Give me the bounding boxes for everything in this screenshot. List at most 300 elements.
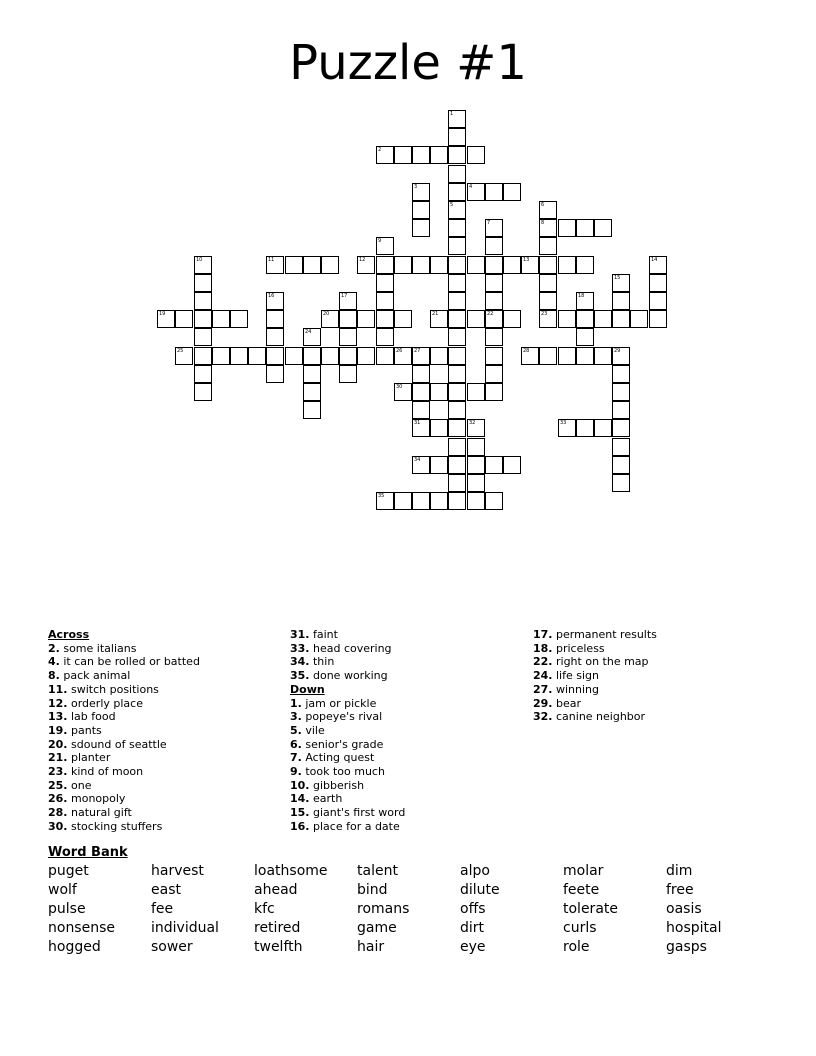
- grid-cell[interactable]: [339, 347, 357, 365]
- grid-cell[interactable]: [594, 419, 612, 437]
- grid-cell[interactable]: [448, 128, 466, 146]
- down-clue: [533, 628, 763, 642]
- clue-text: pants: [67, 723, 102, 737]
- grid-cell[interactable]: [212, 310, 230, 328]
- cell-number: 12: [359, 257, 366, 263]
- cell-number: 31: [414, 420, 421, 426]
- grid-cell[interactable]: [448, 328, 466, 346]
- across-clue: [48, 710, 278, 724]
- grid-cell[interactable]: [485, 256, 503, 274]
- word-bank-word: molar: [563, 863, 604, 879]
- grid-cell[interactable]: [612, 292, 630, 310]
- cell-number: 24: [305, 329, 312, 335]
- cell-number: 21: [432, 311, 439, 317]
- grid-cell[interactable]: [467, 438, 485, 456]
- down-clue: [290, 820, 520, 834]
- grid-cell[interactable]: [503, 183, 521, 201]
- grid-cell[interactable]: [248, 347, 266, 365]
- grid-cell[interactable]: [503, 256, 521, 274]
- grid-cell[interactable]: [412, 401, 430, 419]
- grid-cell[interactable]: [649, 292, 667, 310]
- word-bank-word: dilute: [460, 882, 500, 898]
- grid-cell[interactable]: [485, 328, 503, 346]
- grid-cell[interactable]: [394, 146, 412, 164]
- grid-cell[interactable]: [612, 456, 630, 474]
- grid-cell[interactable]: [303, 401, 321, 419]
- clue-number: 18.: [533, 641, 553, 655]
- cell-number: 7: [487, 220, 491, 226]
- across-clue: [48, 751, 278, 765]
- clue-text: pack animal: [59, 669, 131, 683]
- clue-text: winning: [552, 682, 600, 696]
- word-bank-word: sower: [151, 939, 193, 955]
- grid-cell[interactable]: [194, 347, 212, 365]
- grid-cell[interactable]: [412, 492, 430, 510]
- clue-column-2: [290, 628, 520, 834]
- grid-cell[interactable]: [230, 310, 248, 328]
- grid-cell[interactable]: [485, 383, 503, 401]
- across-clue: [48, 669, 278, 683]
- across-clue: [48, 779, 278, 793]
- grid-cell[interactable]: [266, 365, 284, 383]
- across-clue: [48, 683, 278, 697]
- grid-cell[interactable]: [448, 146, 466, 164]
- word-bank-row: [48, 919, 768, 938]
- clue-column-1: [48, 628, 278, 834]
- grid-cell[interactable]: [448, 401, 466, 419]
- word-bank-word: curls: [563, 920, 597, 936]
- clue-text: orderly place: [67, 696, 143, 710]
- clue-column-3: [533, 628, 763, 724]
- grid-cell[interactable]: [448, 183, 466, 201]
- grid-cell[interactable]: [576, 328, 594, 346]
- grid-cell[interactable]: [467, 474, 485, 492]
- grid-cell[interactable]: [521, 256, 539, 274]
- down-clue: [290, 792, 520, 806]
- grid-cell[interactable]: [339, 292, 357, 310]
- grid-cell[interactable]: [612, 274, 630, 292]
- word-bank-word: loathsome: [254, 863, 328, 879]
- grid-cell[interactable]: [303, 383, 321, 401]
- grid-cell[interactable]: [321, 256, 339, 274]
- grid-cell[interactable]: [394, 347, 412, 365]
- grid-cell[interactable]: [503, 456, 521, 474]
- grid-cell[interactable]: [357, 347, 375, 365]
- grid-cell[interactable]: [412, 419, 430, 437]
- word-bank-word: game: [357, 920, 397, 936]
- clue-text: lab food: [67, 710, 116, 724]
- clue-number: 28.: [48, 806, 68, 820]
- cell-number: 23: [541, 311, 548, 317]
- grid-cell[interactable]: [467, 456, 485, 474]
- grid-cell[interactable]: [558, 256, 576, 274]
- word-bank-word: harvest: [151, 863, 204, 879]
- grid-cell[interactable]: [539, 292, 557, 310]
- word-bank-word: hair: [357, 939, 385, 955]
- cell-number: 17: [341, 293, 348, 299]
- grid-cell[interactable]: [467, 310, 485, 328]
- clue-text: took too much: [301, 765, 385, 779]
- grid-cell[interactable]: [376, 256, 394, 274]
- grid-cell[interactable]: [376, 237, 394, 255]
- word-bank-word: fee: [151, 901, 174, 917]
- across-clue: [48, 655, 278, 669]
- grid-cell[interactable]: [539, 274, 557, 292]
- across-clue: [48, 792, 278, 806]
- word-bank-word: east: [151, 882, 181, 898]
- grid-cell[interactable]: [485, 365, 503, 383]
- cell-number: 29: [614, 348, 621, 354]
- grid-cell[interactable]: [612, 401, 630, 419]
- grid-cell[interactable]: [430, 347, 448, 365]
- word-bank-word: ahead: [254, 882, 298, 898]
- grid-cell[interactable]: [612, 438, 630, 456]
- grid-cell[interactable]: [448, 274, 466, 292]
- down-clue: [290, 697, 520, 711]
- grid-cell[interactable]: [430, 383, 448, 401]
- grid-cell[interactable]: [412, 256, 430, 274]
- grid-cell[interactable]: [448, 383, 466, 401]
- word-bank-word: nonsense: [48, 920, 115, 936]
- grid-cell[interactable]: [649, 310, 667, 328]
- clue-number: 8.: [48, 669, 60, 683]
- down-clue: [290, 751, 520, 765]
- grid-cell[interactable]: [430, 456, 448, 474]
- word-bank-row: [48, 900, 768, 919]
- grid-cell[interactable]: [266, 292, 284, 310]
- grid-cell[interactable]: [339, 310, 357, 328]
- grid-cell[interactable]: [430, 419, 448, 437]
- word-bank-word: feete: [563, 882, 600, 898]
- grid-cell[interactable]: [230, 347, 248, 365]
- grid-cell[interactable]: [539, 237, 557, 255]
- grid-cell[interactable]: [266, 256, 284, 274]
- grid-cell[interactable]: [612, 419, 630, 437]
- grid-cell[interactable]: [594, 347, 612, 365]
- grid-cell[interactable]: [612, 310, 630, 328]
- grid-cell[interactable]: [412, 383, 430, 401]
- down-clue: [290, 806, 520, 820]
- grid-cell[interactable]: [285, 256, 303, 274]
- across-clue: [48, 724, 278, 738]
- grid-cell[interactable]: [576, 419, 594, 437]
- grid-cell[interactable]: [612, 383, 630, 401]
- clue-number: 11.: [48, 682, 68, 696]
- clue-text: place for a date: [309, 819, 400, 833]
- grid-cell[interactable]: [303, 328, 321, 346]
- grid-cell[interactable]: [467, 419, 485, 437]
- grid-cell[interactable]: [412, 146, 430, 164]
- grid-cell[interactable]: [485, 237, 503, 255]
- grid-cell[interactable]: [485, 183, 503, 201]
- grid-cell[interactable]: [594, 219, 612, 237]
- grid-cell[interactable]: [376, 347, 394, 365]
- grid-cell[interactable]: [467, 183, 485, 201]
- grid-cell[interactable]: [376, 292, 394, 310]
- grid-cell[interactable]: [412, 219, 430, 237]
- grid-cell[interactable]: [357, 310, 375, 328]
- grid-cell[interactable]: [430, 310, 448, 328]
- word-bank-word: free: [666, 882, 694, 898]
- grid-cell[interactable]: [430, 492, 448, 510]
- grid-cell[interactable]: [467, 383, 485, 401]
- grid-cell[interactable]: [594, 310, 612, 328]
- grid-cell[interactable]: [339, 328, 357, 346]
- clue-number: 19.: [48, 723, 68, 737]
- grid-cell[interactable]: [485, 274, 503, 292]
- grid-cell[interactable]: [649, 274, 667, 292]
- grid-cell[interactable]: [539, 219, 557, 237]
- clue-text: stocking stuffers: [67, 819, 163, 833]
- grid-cell[interactable]: [321, 310, 339, 328]
- grid-cell[interactable]: [412, 365, 430, 383]
- grid-cell[interactable]: [321, 347, 339, 365]
- clue-number: 34.: [290, 655, 310, 669]
- clue-text: natural gift: [67, 806, 132, 820]
- grid-cell[interactable]: [467, 492, 485, 510]
- clue-text: popeye's rival: [301, 710, 383, 724]
- grid-cell[interactable]: [448, 365, 466, 383]
- grid-cell[interactable]: [485, 492, 503, 510]
- clue-number: 24.: [533, 669, 553, 683]
- clue-text: Acting quest: [301, 751, 375, 765]
- clue-number: 1.: [290, 696, 302, 710]
- word-bank-word: twelfth: [254, 939, 303, 955]
- grid-cell[interactable]: [448, 256, 466, 274]
- clue-number: 9.: [290, 765, 302, 779]
- grid-cell[interactable]: [521, 347, 539, 365]
- clue-number: 27.: [533, 682, 553, 696]
- grid-cell[interactable]: [212, 347, 230, 365]
- grid-cell[interactable]: [412, 201, 430, 219]
- cell-number: 18: [578, 293, 585, 299]
- grid-cell[interactable]: [285, 347, 303, 365]
- grid-cell[interactable]: [376, 274, 394, 292]
- grid-cell[interactable]: [376, 310, 394, 328]
- grid-cell[interactable]: [303, 347, 321, 365]
- cell-number: 22: [487, 311, 494, 317]
- grid-cell[interactable]: [539, 347, 557, 365]
- cell-number: 26: [396, 348, 403, 354]
- grid-cell[interactable]: [558, 419, 576, 437]
- grid-cell[interactable]: [539, 310, 557, 328]
- grid-cell[interactable]: [558, 219, 576, 237]
- clue-number: 17.: [533, 628, 553, 641]
- grid-cell[interactable]: [485, 292, 503, 310]
- grid-cell[interactable]: [394, 492, 412, 510]
- grid-cell[interactable]: [448, 419, 466, 437]
- grid-cell[interactable]: [266, 347, 284, 365]
- grid-cell[interactable]: [412, 456, 430, 474]
- clue-text: sdound of seattle: [67, 737, 167, 751]
- grid-cell[interactable]: [576, 310, 594, 328]
- grid-cell[interactable]: [194, 365, 212, 383]
- grid-cell[interactable]: [539, 201, 557, 219]
- grid-cell[interactable]: [394, 383, 412, 401]
- across-clue: [290, 655, 520, 669]
- grid-cell[interactable]: [467, 256, 485, 274]
- clue-number: 4.: [48, 655, 60, 669]
- grid-cell[interactable]: [303, 365, 321, 383]
- grid-cell[interactable]: [448, 165, 466, 183]
- cell-number: 5: [450, 202, 454, 208]
- word-bank-word: role: [563, 939, 590, 955]
- cell-number: 34: [414, 457, 421, 463]
- grid-cell[interactable]: [194, 274, 212, 292]
- word-bank-word: wolf: [48, 882, 77, 898]
- grid-cell[interactable]: [448, 292, 466, 310]
- clue-number: 12.: [48, 696, 68, 710]
- clue-text: some italians: [59, 641, 137, 655]
- clue-number: 10.: [290, 778, 310, 792]
- across-clue: [290, 628, 520, 642]
- grid-cell[interactable]: [194, 256, 212, 274]
- clue-text: jam or pickle: [301, 696, 377, 710]
- grid-cell[interactable]: [430, 256, 448, 274]
- across-heading: Across: [48, 628, 90, 641]
- clue-number: 35.: [290, 669, 310, 683]
- cell-number: 35: [378, 493, 385, 499]
- grid-cell[interactable]: [630, 310, 648, 328]
- grid-cell[interactable]: [467, 146, 485, 164]
- grid-cell[interactable]: [376, 492, 394, 510]
- word-bank-row: [48, 862, 768, 881]
- grid-cell[interactable]: [448, 456, 466, 474]
- cell-number: 1: [450, 111, 454, 117]
- grid-cell[interactable]: [194, 292, 212, 310]
- clue-number: 20.: [48, 737, 68, 751]
- cell-number: 10: [196, 257, 203, 263]
- grid-cell[interactable]: [175, 310, 193, 328]
- clue-number: 16.: [290, 819, 310, 833]
- down-clue: [290, 738, 520, 752]
- grid-cell[interactable]: [376, 146, 394, 164]
- grid-cell[interactable]: [194, 383, 212, 401]
- clue-number: 29.: [533, 696, 553, 710]
- grid-cell[interactable]: [649, 256, 667, 274]
- word-bank-word: tolerate: [563, 901, 618, 917]
- grid-cell[interactable]: [266, 310, 284, 328]
- clue-text: monopoly: [67, 792, 126, 806]
- cell-number: 6: [541, 202, 545, 208]
- word-bank-word: bind: [357, 882, 388, 898]
- down-clue: [533, 710, 763, 724]
- clue-number: 2.: [48, 641, 60, 655]
- grid-cell[interactable]: [558, 347, 576, 365]
- down-heading: Down: [290, 682, 325, 696]
- grid-cell[interactable]: [412, 347, 430, 365]
- puzzle-title: Puzzle #1: [289, 35, 527, 91]
- word-bank-word: romans: [357, 901, 410, 917]
- grid-cell[interactable]: [175, 347, 193, 365]
- word-bank-word: talent: [357, 863, 398, 879]
- grid-cell[interactable]: [576, 219, 594, 237]
- word-bank-word: pulse: [48, 901, 86, 917]
- grid-cell[interactable]: [612, 347, 630, 365]
- grid-cell[interactable]: [448, 438, 466, 456]
- clue-number: 31.: [290, 628, 310, 641]
- clue-number: 32.: [533, 710, 553, 724]
- clue-number: 23.: [48, 765, 68, 779]
- grid-cell[interactable]: [357, 256, 375, 274]
- across-clue: [48, 806, 278, 820]
- word-bank-word: offs: [460, 901, 486, 917]
- grid-cell[interactable]: [448, 474, 466, 492]
- across-clue: [48, 697, 278, 711]
- word-bank-word: hospital: [666, 920, 722, 936]
- grid-cell[interactable]: [448, 492, 466, 510]
- grid-cell[interactable]: [448, 237, 466, 255]
- down-clue: [290, 765, 520, 779]
- clue-number: 26.: [48, 792, 68, 806]
- grid-cell[interactable]: [576, 292, 594, 310]
- grid-cell[interactable]: [485, 310, 503, 328]
- grid-cell[interactable]: [539, 256, 557, 274]
- grid-cell[interactable]: [485, 219, 503, 237]
- clue-text: planter: [67, 751, 111, 765]
- cell-number: 2: [378, 147, 382, 153]
- cell-number: 8: [541, 220, 545, 226]
- grid-cell[interactable]: [430, 146, 448, 164]
- grid-cell[interactable]: [612, 474, 630, 492]
- clue-text: giant's first word: [309, 806, 406, 820]
- grid-cell[interactable]: [266, 328, 284, 346]
- grid-cell[interactable]: [448, 310, 466, 328]
- grid-cell[interactable]: [394, 256, 412, 274]
- grid-cell[interactable]: [576, 347, 594, 365]
- grid-cell[interactable]: [339, 365, 357, 383]
- grid-cell[interactable]: [485, 347, 503, 365]
- grid-cell[interactable]: [448, 347, 466, 365]
- clue-text: one: [67, 778, 92, 792]
- clue-text: thin: [309, 655, 335, 669]
- grid-cell[interactable]: [194, 328, 212, 346]
- grid-cell[interactable]: [558, 310, 576, 328]
- grid-cell[interactable]: [448, 201, 466, 219]
- word-bank-word: dirt: [460, 920, 485, 936]
- word-bank-word: alpo: [460, 863, 490, 879]
- grid-cell[interactable]: [412, 183, 430, 201]
- grid-cell[interactable]: [376, 328, 394, 346]
- cell-number: 16: [268, 293, 275, 299]
- clue-text: senior's grade: [301, 737, 384, 751]
- grid-cell[interactable]: [485, 456, 503, 474]
- clue-text: it can be rolled or batted: [59, 655, 200, 669]
- grid-cell[interactable]: [303, 256, 321, 274]
- grid-cell[interactable]: [394, 310, 412, 328]
- grid-cell[interactable]: [503, 310, 521, 328]
- cell-number: 28: [523, 348, 530, 354]
- grid-cell[interactable]: [448, 219, 466, 237]
- clue-text: earth: [309, 792, 343, 806]
- cell-number: 14: [651, 257, 658, 263]
- grid-cell[interactable]: [576, 256, 594, 274]
- grid-cell[interactable]: [194, 310, 212, 328]
- cell-number: 11: [268, 257, 275, 263]
- word-bank-word: gasps: [666, 939, 707, 955]
- grid-cell[interactable]: [157, 310, 175, 328]
- grid-cell[interactable]: [612, 365, 630, 383]
- cell-number: 9: [378, 238, 382, 244]
- clue-text: vile: [301, 723, 325, 737]
- across-clue: [48, 642, 278, 656]
- clue-number: 13.: [48, 710, 68, 724]
- clue-text: canine neighbor: [552, 710, 646, 724]
- across-clue: [48, 820, 278, 834]
- grid-cell[interactable]: [448, 110, 466, 128]
- clue-number: 7.: [290, 751, 302, 765]
- word-bank-word: kfc: [254, 901, 275, 917]
